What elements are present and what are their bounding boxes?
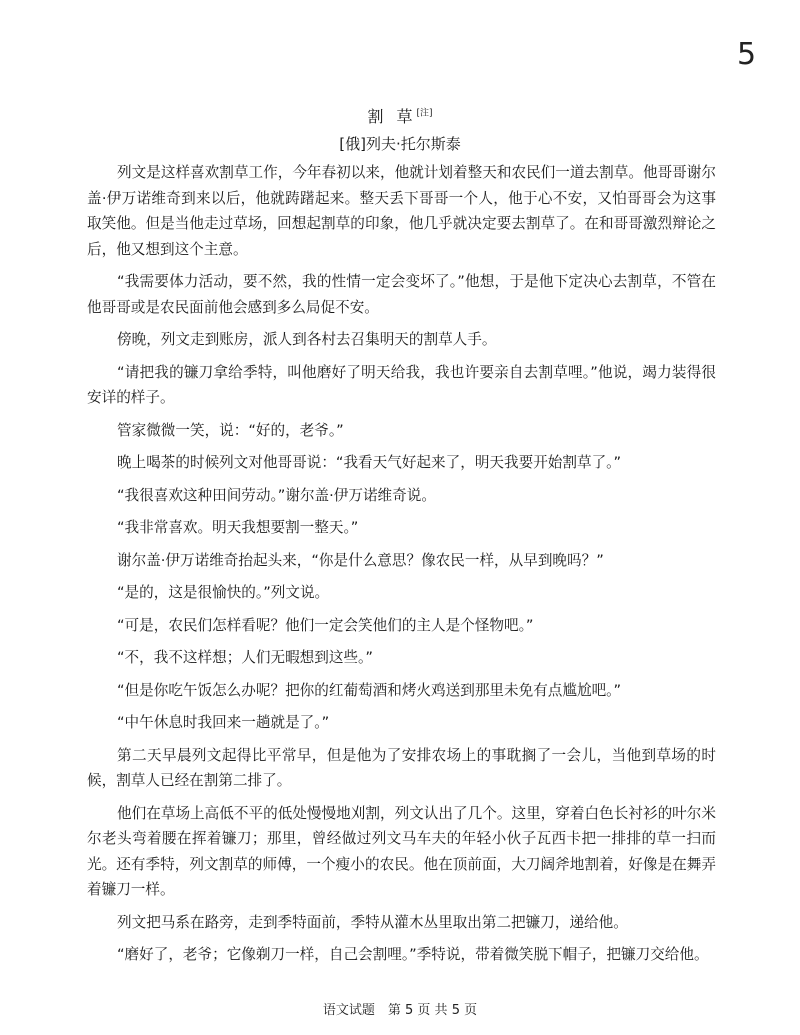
paragraph: 列文是这样喜欢割草工作，今年春初以来，他就计划着整天和农民们一道去割草。他哥哥谢尔盖·伊万诺维奇到来以后，他就踌躇起来。整天丢下哥哥一个人，他于心不安，又怕哥哥会为这事取笑他。但是当他走过草场，回想起割草的印象，他几乎就决定要去割草了。在和哥哥激烈辩论之后，他又想到这个主意。 <box>87 164 716 258</box>
article-title-text: 割 草 <box>367 107 417 126</box>
paragraph: 列文把马系在路旁，走到季特面前，季特从灌木丛里取出第二把镰刀，递给他。 <box>117 913 628 931</box>
paragraph: “中午休息时我回来一趟就是了。” <box>117 714 330 731</box>
paragraph: 第二天早晨列文起得比平常早，但是他为了安排农场上的事耽搁了一会儿，当他到草场的时候，割草人已经在割第二排了。 <box>87 746 716 789</box>
title-note: [注] <box>416 108 433 119</box>
paragraph: 他们在草场上高低不平的低处慢慢地刈割，列文认出了几个。这里，穿着白色长衬衫的叶尔米尔老头弯着腰在挥着镰刀；那里，曾经做过列文马车夫的年轻小伙子瓦西卡把一排排的草一扫而光。还有季特，列文割草的师傅，一个瘦小的农民。他在顶前面，大刀阔斧地割着，好像是在舞弄着镰刀一样。 <box>87 804 716 898</box>
paragraph: “磨好了，老爷；它像剃刀一样，自己会割哩。”季特说，带着微笑脱下帽子，把镰刀交给他。 <box>117 946 709 963</box>
paragraph: “但是你吃午饭怎么办呢？把你的红葡萄酒和烤火鸡送到那里未免有点尴尬吧。” <box>117 681 622 699</box>
paragraph: 谢尔盖·伊万诺维奇抬起头来，“你是什么意思？像农民一样，从早到晚吗？” <box>117 551 604 569</box>
paragraph: 傍晚，列文走到账房，派人到各村去召集明天的割草人手。 <box>117 331 497 348</box>
paragraph: 管家微微一笑，说：“好的，老爷。” <box>117 421 344 439</box>
article-author: [俄]列夫·托尔斯泰 <box>339 135 461 153</box>
article-body <box>87 160 716 975</box>
paragraph: “是的，这是很愉快的。”列文说。 <box>117 584 330 601</box>
page-number: 5 <box>737 37 757 72</box>
paragraph: “我很喜欢这种田间劳动。”谢尔盖·伊万诺维奇说。 <box>117 486 436 504</box>
page-footer: 语文试题 第 5 页 共 5 页 <box>322 1003 478 1018</box>
paragraph: 晚上喝茶的时候列文对他哥哥说：“我看天气好起来了，明天我要开始割草了。” <box>117 454 622 471</box>
paragraph: “我需要体力活动，要不然，我的性情一定会变坏了。”他想，于是他下定决心去割草，不管在他哥哥或是农民面前他会感到多么局促不安。 <box>87 273 716 316</box>
paragraph: “我非常喜欢。明天我想要割一整天。” <box>117 519 359 536</box>
paragraph: “请把我的镰刀拿给季特，叫他磨好了明天给我，我也许要亲自去割草哩。”他说，竭力装得很安详的样子。 <box>87 363 716 406</box>
article-title <box>0 106 800 128</box>
paragraph: “可是，农民们怎样看呢？他们一定会笑他们的主人是个怪物吧。” <box>117 616 534 634</box>
paragraph: “不，我不这样想；人们无暇想到这些。” <box>117 649 373 666</box>
